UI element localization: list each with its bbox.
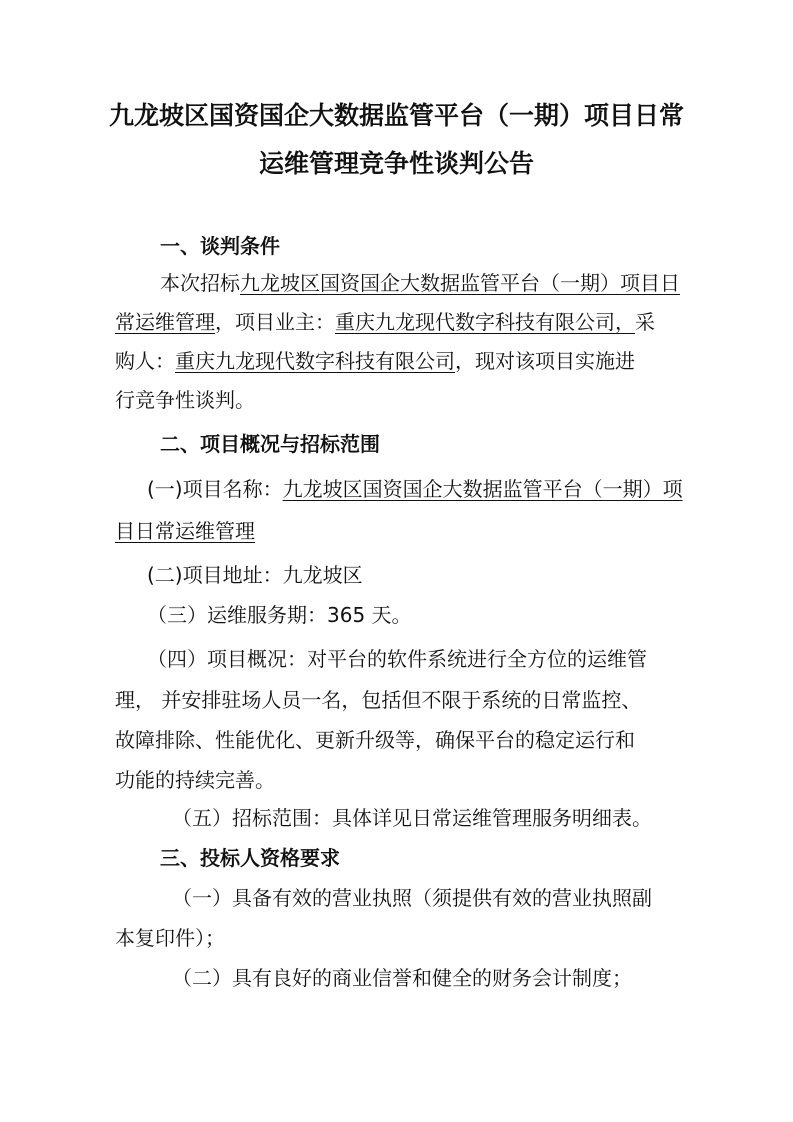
service-period: （三）运维服务期：365 天。 <box>147 603 412 627</box>
project-name-value-cont: 目日常运维管理 <box>115 519 255 543</box>
qualification-1-line-1: （一）具备有效的营业执照（须提供有效的营业执照副 <box>172 886 652 910</box>
project-owner-underlined: 重庆九龙现代数字科技有限公司， <box>335 310 635 334</box>
overview-line-2: 理， 并安排驻场人员一名，包括但不限于系统的日常监控、 <box>115 688 642 712</box>
bidding-scope: （五）招标范围：具体详见日常运维管理服务明细表。 <box>172 806 652 830</box>
project-name-underlined-cont: 常运维管理 <box>115 310 215 334</box>
section-3-heading: 三、投标人资格要求 <box>160 846 340 870</box>
section-1-heading: 一、谈判条件 <box>160 234 280 258</box>
project-name-line-2 <box>115 518 255 544</box>
overview-line-1: （四）项目概况：对平台的软件系统进行全方位的运维管 <box>147 647 647 671</box>
document-title-line-1: 九龙坡区国资国企大数据监管平台（一期）项目日常 <box>108 101 684 130</box>
s1-line-2 <box>115 309 655 335</box>
s1-text: ，项目业主： <box>215 310 335 334</box>
purchaser-underlined: 重庆九龙现代数字科技有限公司 <box>175 349 455 373</box>
project-name-label: (一)项目名称： <box>147 477 283 501</box>
project-name-line-1 <box>147 476 683 502</box>
s1-text: 购人： <box>115 349 175 373</box>
s1-line-4: 行竞争性谈判。 <box>115 388 255 412</box>
s1-text: 本次招标 <box>160 271 240 295</box>
qualification-1-line-2: 本复印件）； <box>115 926 225 950</box>
project-name-value: 九龙坡区国资国企大数据监管平台（一期）项 <box>282 477 683 501</box>
s1-line-3 <box>115 348 635 374</box>
project-address: (二)项目地址：九龙坡区 <box>147 563 363 587</box>
section-2-heading: 二、项目概况与招标范围 <box>160 432 380 456</box>
qualification-2: （二）具有良好的商业信誉和健全的财务会计制度； <box>172 966 632 990</box>
overview-line-4: 功能的持续完善。 <box>115 768 275 792</box>
s1-text: ，现对该项目实施进 <box>455 349 635 373</box>
s1-line-1 <box>160 270 680 296</box>
project-name-underlined: 九龙坡区国资国企大数据监管平台（一期）项目日 <box>240 271 680 295</box>
s1-text: 采 <box>635 310 655 334</box>
document-title-line-2: 运维管理竞争性谈判公告 <box>258 149 534 178</box>
overview-line-3: 故障排除、性能优化、更新升级等，确保平台的稳定运行和 <box>115 728 635 752</box>
